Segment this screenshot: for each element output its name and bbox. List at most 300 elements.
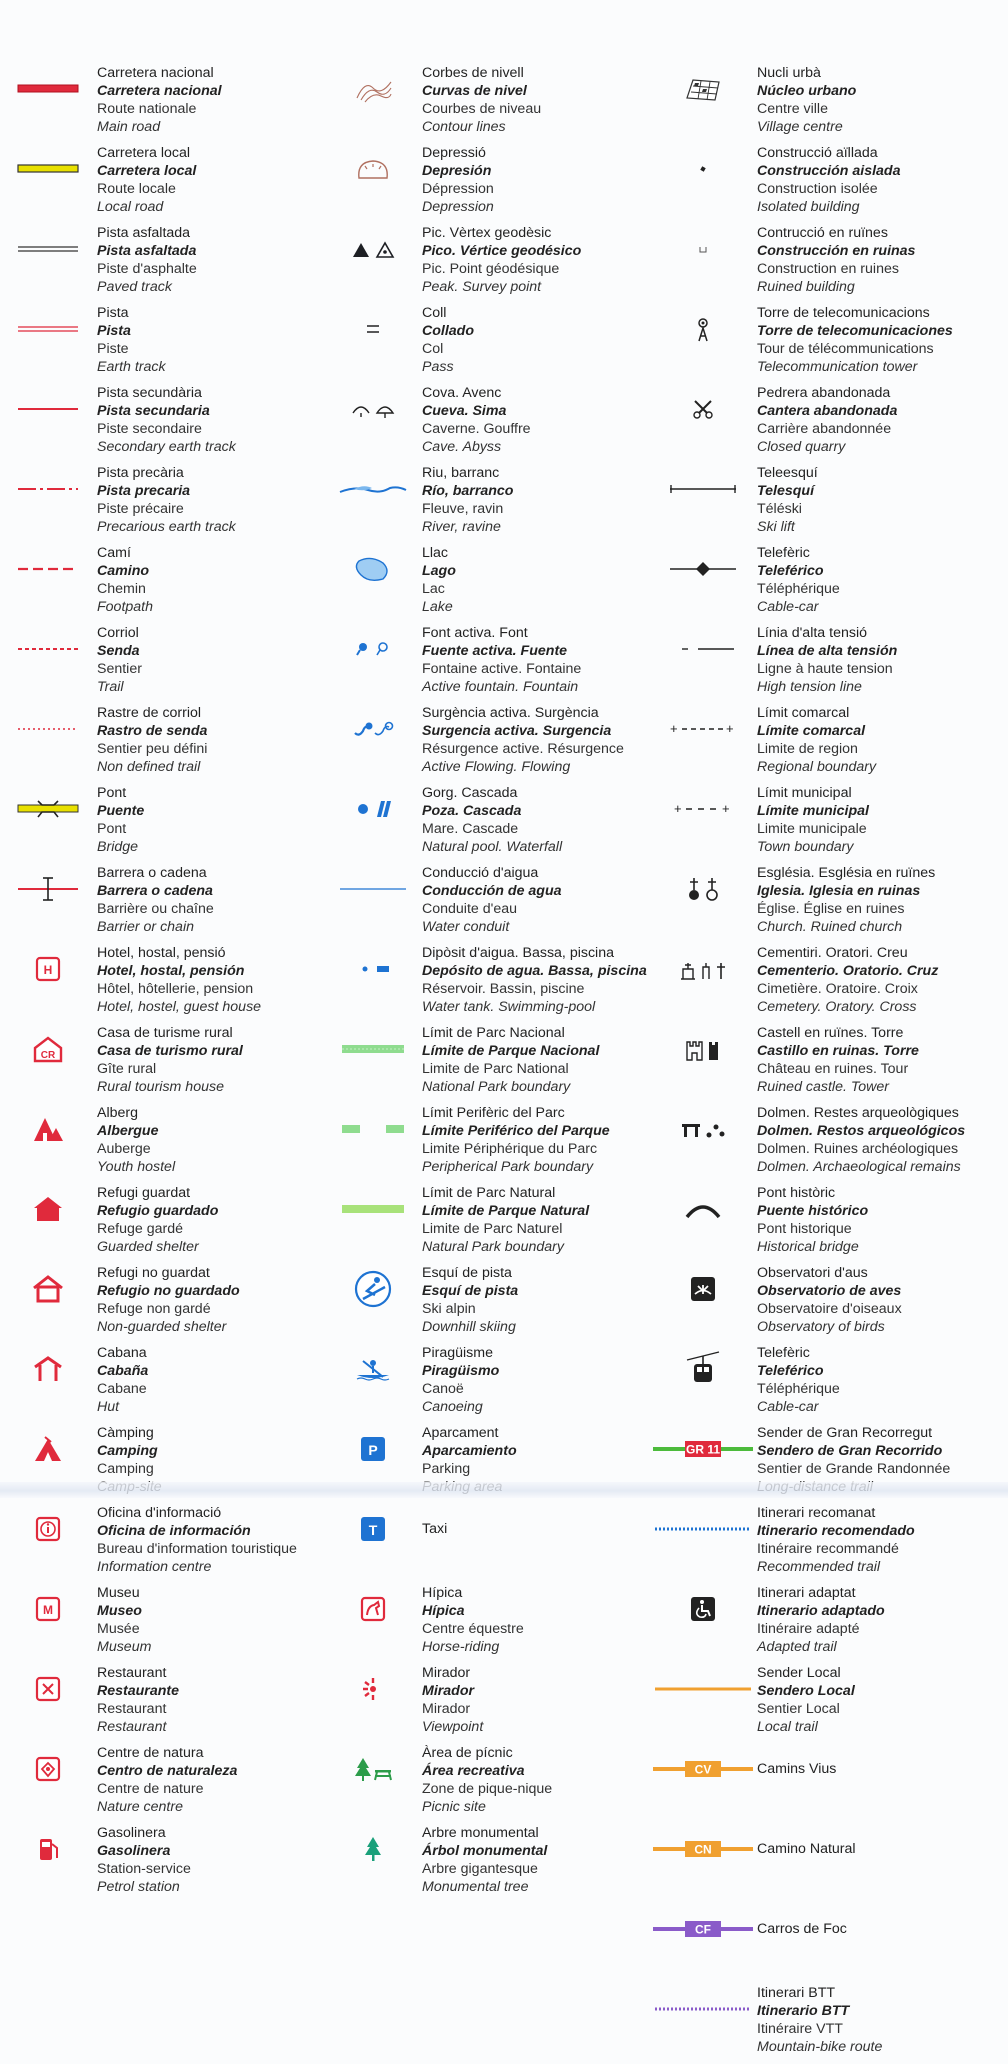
label-en: Earth track — [97, 359, 166, 375]
town-boundary-line — [650, 784, 755, 834]
label-fr: Cabane — [97, 1381, 147, 1397]
label-fr: Construction en ruines — [757, 261, 899, 277]
label-ca: Església. Església en ruïnes — [757, 865, 936, 881]
dolmen-icon — [650, 1104, 755, 1154]
label-es: Esquí de pista — [422, 1283, 519, 1299]
label-ca: Contrucció en ruïnes — [757, 225, 888, 241]
earth-track-line — [0, 304, 95, 354]
label-ca: Centre de natura — [97, 1745, 204, 1761]
label-ca: Barrera o cadena — [97, 865, 207, 881]
label-es: Centro de naturaleza — [97, 1763, 238, 1779]
legend-entry — [0, 464, 325, 544]
label-fr: Chemin — [97, 581, 146, 597]
label-en: Information centre — [97, 1559, 212, 1575]
hut-icon — [0, 1344, 95, 1394]
legend-entry — [650, 1904, 1008, 1984]
label-ca: Conducció d'aigua — [422, 865, 539, 881]
label-es: Iglesia. Iglesia en ruinas — [757, 883, 921, 899]
label-ca: Mirador — [422, 1665, 471, 1681]
regional-boundary-line — [650, 704, 755, 754]
label-fr: Réservoir. Bassin, piscine — [422, 981, 585, 997]
legend-entry-text — [755, 864, 935, 936]
museum-icon — [0, 1584, 95, 1634]
legend-entry-text — [755, 144, 901, 216]
label-single: Camino Natural — [757, 1841, 856, 1857]
label-ca: Línia d'alta tensió — [757, 625, 867, 641]
carros-de-foc-line — [650, 1904, 755, 1954]
legend-entry-text — [755, 704, 876, 776]
label-en: Petrol station — [97, 1879, 180, 1895]
legend-entry-text — [95, 544, 153, 616]
restaurant-icon — [0, 1664, 95, 1714]
label-ca: Arbre monumental — [422, 1825, 539, 1841]
legend-entry — [325, 1264, 650, 1344]
label-fr: Piste d'asphalte — [97, 261, 197, 277]
label-fr: Ligne à haute tension — [757, 661, 893, 677]
tree-icon — [325, 1824, 420, 1874]
label-ca: Font activa. Font — [422, 625, 528, 641]
label-ca: Càmping — [97, 1425, 154, 1441]
label-en: Non-guarded shelter — [97, 1319, 227, 1335]
local-road-line — [0, 144, 95, 194]
legend-entry-text — [755, 1904, 847, 1954]
label-ca: Aparcament — [422, 1425, 499, 1441]
label-ca: Itinerari adaptat — [757, 1585, 856, 1601]
castle-icon — [650, 1024, 755, 1074]
label-fr: Zone de pique-nique — [422, 1781, 553, 1797]
label-fr: Sentier de Grande Randonnée — [757, 1461, 951, 1477]
label-ca: Llac — [422, 545, 449, 561]
label-fr: Caverne. Gouffre — [422, 421, 531, 437]
label-es: Límite de Parque Nacional — [422, 1043, 600, 1059]
legend-entry-text — [420, 544, 456, 616]
label-es: Aparcamiento — [422, 1443, 517, 1459]
label-ca: Castell en ruïnes. Torre — [757, 1025, 904, 1041]
label-ca: Casa de turisme rural — [97, 1025, 233, 1041]
peak-icon — [325, 224, 420, 274]
label-en: Natural Park boundary — [422, 1239, 564, 1255]
label-ca: Esquí de pista — [422, 1265, 512, 1281]
legend-entry — [650, 304, 1008, 384]
label-ca: Hotel, hostal, pensió — [97, 945, 226, 961]
hotel-icon — [0, 944, 95, 994]
bridge-icon — [0, 784, 95, 834]
label-es: Observatorio de aves — [757, 1283, 902, 1299]
legend-entry-text — [95, 384, 236, 456]
label-en: Rural tourism house — [97, 1079, 224, 1095]
label-fr: Limite Périphérique du Parc — [422, 1141, 598, 1157]
label-fr: Ski alpin — [422, 1301, 476, 1317]
svg-text:+: + — [721, 801, 730, 816]
label-en: Peripherical Park boundary — [422, 1159, 594, 1175]
ruined-building-icon — [650, 224, 755, 274]
label-es: Depósito de agua. Bassa, piscina — [422, 963, 647, 979]
label-fr: Route nationale — [97, 101, 197, 117]
skiing-icon — [325, 1264, 420, 1314]
label-en: Barrier or chain — [97, 919, 194, 935]
label-en: Contour lines — [422, 119, 506, 135]
label-es: Gasolinera — [97, 1843, 171, 1859]
svg-text:+: + — [673, 801, 682, 816]
label-fr: Fleuve, ravin — [422, 501, 504, 517]
label-fr: Piste secondaire — [97, 421, 202, 437]
label-fr: Refuge non gardé — [97, 1301, 211, 1317]
paper-fold — [0, 1482, 1008, 1498]
label-fr: Camping — [97, 1461, 154, 1477]
label-fr: Téléphérique — [757, 581, 840, 597]
legend-entry — [0, 1664, 325, 1744]
legend-entry-text — [755, 544, 840, 616]
label-es: Fuente activa. Fuente — [422, 643, 568, 659]
label-fr: Parking — [422, 1461, 471, 1477]
label-es: Construcción en ruinas — [757, 243, 916, 259]
label-fr: Limite de region — [757, 741, 858, 757]
national-park-line — [325, 1024, 420, 1074]
label-es: Sendero de Gran Recorrido — [757, 1443, 943, 1459]
barrier-icon — [0, 864, 95, 914]
legend-entry-text — [420, 1744, 552, 1816]
label-en: Guarded shelter — [97, 1239, 199, 1255]
label-en: Youth hostel — [97, 1159, 176, 1175]
legend-entry — [0, 1184, 325, 1264]
legend-entry-text — [95, 1264, 240, 1336]
label-ca: Corbes de nivell — [422, 65, 524, 81]
label-en: Closed quarry — [757, 439, 846, 455]
legend-entry — [0, 224, 325, 304]
label-es: Torre de telecomunicaciones — [757, 323, 953, 339]
label-fr: Hôtel, hôtellerie, pension — [97, 981, 254, 997]
legend-entry-text — [95, 1824, 191, 1896]
label-fr: Barrière ou chaîne — [97, 901, 214, 917]
label-es: Restaurante — [97, 1683, 180, 1699]
label-en: Bridge — [97, 839, 139, 855]
label-fr: Bureau d'information touristique — [97, 1541, 297, 1557]
label-fr: Auberge — [97, 1141, 151, 1157]
legend-entry — [0, 1584, 325, 1664]
legend-entry-text — [95, 144, 196, 216]
label-ca: Límit de Parc Nacional — [422, 1025, 565, 1041]
label-fr: Église. Église en ruines — [757, 901, 905, 917]
label-en: Pass — [422, 359, 454, 375]
legend-entry-text — [95, 1104, 175, 1176]
label-fr: Observatoire d'oiseaux — [757, 1301, 902, 1317]
label-fr: Route locale — [97, 181, 176, 197]
label-ca: Restaurant — [97, 1665, 167, 1681]
label-es: Oficina de información — [97, 1523, 251, 1539]
label-fr: Téléphérique — [757, 1381, 840, 1397]
legend-entry — [325, 64, 650, 144]
legend-entry — [0, 1744, 325, 1824]
contour-lines-icon — [325, 64, 420, 114]
legend-entry — [650, 64, 1008, 144]
label-en: Water conduit — [422, 919, 510, 935]
label-en: Cemetery. Oratory. Cross — [757, 999, 917, 1015]
legend-entry — [650, 1504, 1008, 1584]
label-es: Casa de turismo rural — [97, 1043, 243, 1059]
high-tension-line — [650, 624, 755, 674]
label-ca: Dolmen. Restes arqueològiques — [757, 1105, 959, 1121]
mtb-route-line — [650, 1984, 755, 2034]
label-es: Itinerario recomendado — [757, 1523, 915, 1539]
legend-entry-text — [420, 1184, 589, 1256]
label-en: Hut — [97, 1399, 120, 1415]
legend-entry — [650, 1664, 1008, 1744]
label-fr: Itinéraire VTT — [757, 2021, 843, 2037]
recommended-trail-line — [650, 1504, 755, 1554]
label-es: Refugio guardado — [97, 1203, 219, 1219]
legend-entry — [0, 944, 325, 1024]
legend-entry — [325, 1024, 650, 1104]
label-en: River, ravine — [422, 519, 501, 535]
guarded-shelter-icon — [0, 1184, 95, 1234]
gr-trail-line — [650, 1424, 755, 1474]
label-ca: Camí — [97, 545, 131, 561]
label-fr: Sentier — [97, 661, 142, 677]
legend-entry-text — [755, 1104, 965, 1176]
label-fr: Pic. Point géodésique — [422, 261, 560, 277]
label-ca: Telefèric — [757, 1345, 810, 1361]
legend-entry — [650, 1824, 1008, 1904]
label-fr: Cimetière. Oratoire. Croix — [757, 981, 918, 997]
label-es: Piragüismo — [422, 1363, 500, 1379]
label-single: Carros de Foc — [757, 1921, 847, 1937]
legend-entry-text — [755, 1664, 855, 1736]
legend-entry-text — [420, 144, 494, 216]
label-ca: Límit municipal — [757, 785, 852, 801]
label-en: Canoeing — [422, 1399, 483, 1415]
label-en: Horse-riding — [422, 1639, 500, 1655]
label-fr: Mare. Cascade — [422, 821, 519, 837]
label-en: Historical bridge — [757, 1239, 859, 1255]
legend-entry — [0, 64, 325, 144]
label-fr: Pont historique — [757, 1221, 852, 1237]
legend-entry-text — [95, 64, 222, 136]
label-ca: Sender de Gran Recorregut — [757, 1425, 933, 1441]
historical-bridge-icon — [650, 1184, 755, 1234]
non-guarded-shelter-icon — [0, 1264, 95, 1314]
label-ca: Observatori d'aus — [757, 1265, 868, 1281]
label-es: Curvas de nivel — [422, 83, 527, 99]
legend-entry-text — [755, 1504, 915, 1576]
legend-entry — [650, 784, 1008, 864]
camping-icon — [0, 1424, 95, 1474]
legend-entry — [325, 1344, 650, 1424]
label-fr: Musée — [97, 1621, 140, 1637]
label-es: Conducción de agua — [422, 883, 562, 899]
label-en: Active Flowing. Flowing — [422, 759, 571, 775]
fountain-icon — [325, 624, 420, 674]
legend-entry — [325, 224, 650, 304]
label-es: Pista secundaria — [97, 403, 210, 419]
legend-entry-text — [420, 784, 562, 856]
label-es: Línea de alta tensión — [757, 643, 898, 659]
label-es: Hotel, hostal, pensión — [97, 963, 245, 979]
village-icon — [650, 64, 755, 114]
legend-column-1 — [0, 64, 325, 1904]
label-es: Collado — [422, 323, 475, 339]
natural-park-line — [325, 1184, 420, 1234]
label-ca: Piragüisme — [422, 1345, 493, 1361]
label-fr: Tour de télécommunications — [757, 341, 934, 357]
label-en: Non defined trail — [97, 759, 201, 775]
label-ca: Oficina d'informació — [97, 1505, 222, 1521]
label-ca: Riu, barranc — [422, 465, 500, 481]
legend-entry-text — [755, 1984, 882, 2056]
label-en: Water tank. Swimming-pool — [422, 999, 596, 1015]
legend-entry-text — [95, 1024, 243, 1096]
label-fr: Lac — [422, 581, 445, 597]
label-ca: Carretera nacional — [97, 65, 214, 81]
depression-icon — [325, 144, 420, 194]
legend-entry-text — [95, 1184, 218, 1256]
rural-house-icon — [0, 1024, 95, 1074]
local-trail-line — [650, 1664, 755, 1714]
legend-entry — [650, 1344, 1008, 1424]
legend-entry-text — [95, 704, 207, 776]
legend-entry-text — [420, 1664, 483, 1736]
label-es: Refugio no guardado — [97, 1283, 240, 1299]
label-es: Área recreativa — [422, 1763, 525, 1779]
waterfall-icon — [325, 784, 420, 834]
label-es: Museo — [97, 1603, 142, 1619]
label-fr: Itinéraire recommandé — [757, 1541, 899, 1557]
label-fr: Sentier Local — [757, 1701, 840, 1717]
label-en: Paved track — [97, 279, 172, 295]
legend-entry — [650, 1264, 1008, 1344]
legend-entry-text — [420, 1344, 499, 1416]
legend-entry-text — [95, 304, 166, 376]
legend-entry-text — [755, 624, 897, 696]
label-en: Museum — [97, 1639, 152, 1655]
legend-entry-text — [420, 464, 513, 536]
legend-entry-text — [420, 384, 531, 456]
legend-entry — [0, 1264, 325, 1344]
legend-entry-text — [755, 1584, 885, 1656]
legend-entry — [650, 704, 1008, 784]
label-en: Viewpoint — [422, 1719, 484, 1735]
legend-entry — [650, 1984, 1008, 2064]
label-ca: Telefèric — [757, 545, 810, 561]
label-en: Nature centre — [97, 1799, 183, 1815]
label-single: Camins Vius — [757, 1761, 837, 1777]
label-es: Senda — [97, 643, 140, 659]
label-ca: Pista precària — [97, 465, 184, 481]
legend-entry — [0, 784, 325, 864]
legend-entry — [0, 1344, 325, 1424]
viewpoint-icon — [325, 1664, 420, 1714]
label-es: Pista — [97, 323, 131, 339]
label-ca: Surgència activa. Surgència — [422, 705, 599, 721]
label-es: Río, barranco — [422, 483, 514, 499]
label-fr: Conduite d'eau — [422, 901, 518, 917]
label-fr: Construction isolée — [757, 181, 878, 197]
label-ca: Gorg. Cascada — [422, 785, 518, 801]
label-en: Trail — [97, 679, 124, 695]
legend-entry — [325, 1104, 650, 1184]
label-es: Barrera o cadena — [97, 883, 213, 899]
label-ca: Àrea de pícnic — [422, 1745, 513, 1761]
label-es: Teleférico — [757, 1363, 824, 1379]
label-ca: Carretera local — [97, 145, 191, 161]
legend-entry-text — [95, 944, 261, 1016]
cable-car-line — [650, 544, 755, 594]
legend-entry-text — [420, 304, 474, 376]
legend-entry — [650, 1584, 1008, 1664]
legend-entry-text — [95, 1664, 179, 1736]
flowing-icon — [325, 704, 420, 754]
svg-text:+: + — [725, 721, 734, 736]
label-es: Depresión — [422, 163, 492, 179]
label-en: Cable-car — [757, 599, 819, 615]
legend-entry-text — [95, 1344, 148, 1416]
label-fr: Sentier peu défini — [97, 741, 208, 757]
label-en: Restaurant — [97, 1719, 167, 1735]
label-en: Active fountain. Fountain — [422, 679, 579, 695]
label-es: Pico. Vértice geodésico — [422, 243, 582, 259]
legend-entry — [325, 1664, 650, 1744]
secondary-track-line — [0, 384, 95, 434]
legend-entry-text — [755, 464, 818, 536]
legend-entry — [325, 144, 650, 224]
label-ca: Cabana — [97, 1345, 147, 1361]
label-es: Cementerio. Oratorio. Cruz — [757, 963, 939, 979]
label-ca: Nucli urbà — [757, 65, 821, 81]
label-ca: Pont històric — [757, 1185, 836, 1201]
label-en: Recommended trail — [757, 1559, 881, 1575]
legend-entry — [650, 384, 1008, 464]
nature-centre-icon — [0, 1744, 95, 1794]
peripheral-park-line — [325, 1104, 420, 1154]
legend-entry — [325, 864, 650, 944]
legend-entry — [325, 944, 650, 1024]
legend-entry — [650, 224, 1008, 304]
legend-entry — [325, 624, 650, 704]
river-icon — [325, 464, 420, 514]
legend-entry-text — [420, 1504, 447, 1554]
label-ca: Teleesquí — [757, 465, 818, 481]
water-tank-icon — [325, 944, 420, 994]
label-ca: Pista secundària — [97, 385, 202, 401]
legend-entry — [325, 1824, 650, 1904]
label-en: Hotel, hostel, guest house — [97, 999, 262, 1015]
label-es: Surgencia activa. Surgencia — [422, 723, 612, 739]
label-ca: Sender Local — [757, 1665, 841, 1681]
label-es: Carretera local — [97, 163, 197, 179]
label-es: Hípica — [422, 1603, 465, 1619]
label-es: Cueva. Sima — [422, 403, 507, 419]
legend-entry — [325, 1744, 650, 1824]
legend-entry-text — [755, 1184, 868, 1256]
label-es: Camping — [97, 1443, 158, 1459]
label-en: High tension line — [757, 679, 862, 695]
label-ca: Corriol — [97, 625, 139, 641]
label-fr: Gîte rural — [97, 1061, 157, 1077]
legend-entry — [0, 704, 325, 784]
parking-icon — [325, 1424, 420, 1474]
canoeing-icon — [325, 1344, 420, 1394]
precarious-track-line — [0, 464, 95, 514]
label-fr: Refuge gardé — [97, 1221, 183, 1237]
label-en: Village centre — [757, 119, 843, 135]
label-fr: Limite de Parc National — [422, 1061, 569, 1077]
legend-entry-text — [95, 864, 214, 936]
legend-column-2 — [325, 64, 650, 1904]
label-es: Poza. Cascada — [422, 803, 522, 819]
label-en: Town boundary — [757, 839, 854, 855]
label-en: Observatory of birds — [757, 1319, 885, 1335]
label-es: Telesquí — [757, 483, 815, 499]
legend-entry-text — [95, 784, 144, 856]
